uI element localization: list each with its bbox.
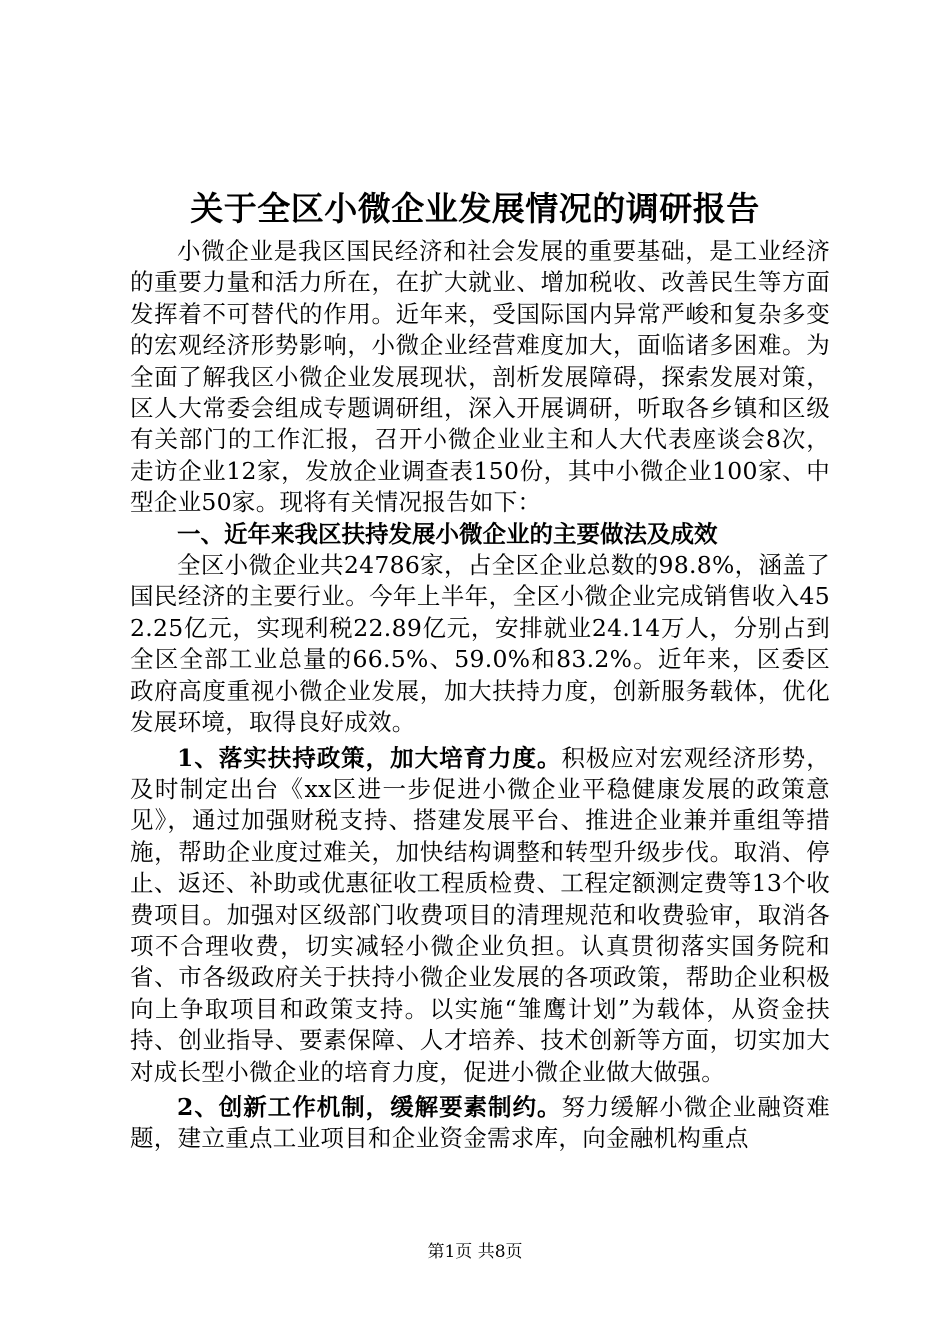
document-title: 关于全区小微企业发展情况的调研报告 bbox=[190, 189, 760, 228]
item-2-text: 努力缓解小微企业融资难题，建立重点工业项目和企业资金需求库，向金融机构重点 bbox=[130, 1092, 830, 1153]
item-2-paragraph bbox=[130, 1092, 830, 1155]
item-2-lead: 2、创新工作机制，缓解要素制约。 bbox=[177, 1092, 562, 1121]
item-1-lead: 1、落实扶持政策，加大培育力度。 bbox=[177, 743, 562, 772]
intro-paragraph: 小微企业是我区国民经济和社会发展的重要基础，是工业经济的重要力量和活力所在，在扩大就业、增加税收、改善民生等方面发挥着不可替代的作用。近年来，受国际国内异常严峻和复杂多变的宏观经济形势影响，小微企业经营难度加大，面临诸多困难。为全面了解我区小微企业发展现状，剖析发展障碍，探索发展对策，区人大常委会组成专题调研组，深入开展调研，听取各乡镇和区级有关部门的工作汇报，召开小微企业业主和人大代表座谈会8次，走访企业12家，发放企业调查表150份，其中小微企业100家、中型企业50家。现将有关情况报告如下： bbox=[130, 237, 830, 517]
document-body bbox=[130, 236, 830, 1155]
section-heading-1: 一、近年来我区扶持发展小微企业的主要做法及成效 bbox=[177, 519, 718, 548]
item-1-text: 积极应对宏观经济形势，及时制定出台《xx区进一步促进小微企业平稳健康发展的政策意见》，通过加强财税支持、搭建发展平台、推进企业兼并重组等措施，帮助企业度过难关，加快结构调整和转型升级步伐。取消、停止、返还、补助或优惠征收工程质检费、工程定额测定费等13个收费项目。加强对区级部门收费项目的清理规范和收费验审，取消各项不合理收费，切实减轻小微企业负担。认真贯彻落实国务院和省、市各级政府关于扶持小微企业发展的各项政策，帮助企业积极向上争取项目和政策支持。以实施“雏鹰计划”为载体，从资金扶持、创业指导、要素保障、人才培养、技术创新等方面，切实加大对成长型小微企业的培育力度，促进小微企业做大做强。 bbox=[130, 743, 830, 1086]
page-number-footer: 第1页 共8页 bbox=[427, 1242, 523, 1262]
item-1-paragraph bbox=[130, 743, 830, 1088]
section1-paragraph: 全区小微企业共24786家，占全区企业总数的98.8%，涵盖了国民经济的主要行业。今年上半年，全区小微企业完成销售收入452.25亿元，实现利税22.89亿元，安排就业24.14万人，分别占到全区全部工业总量的66.5%、59.0%和83.2%。近年来，区委区政府高度重视小微企业发展，加大扶持力度，创新服务载体，优化发展环境，取得良好成效。 bbox=[130, 551, 830, 737]
